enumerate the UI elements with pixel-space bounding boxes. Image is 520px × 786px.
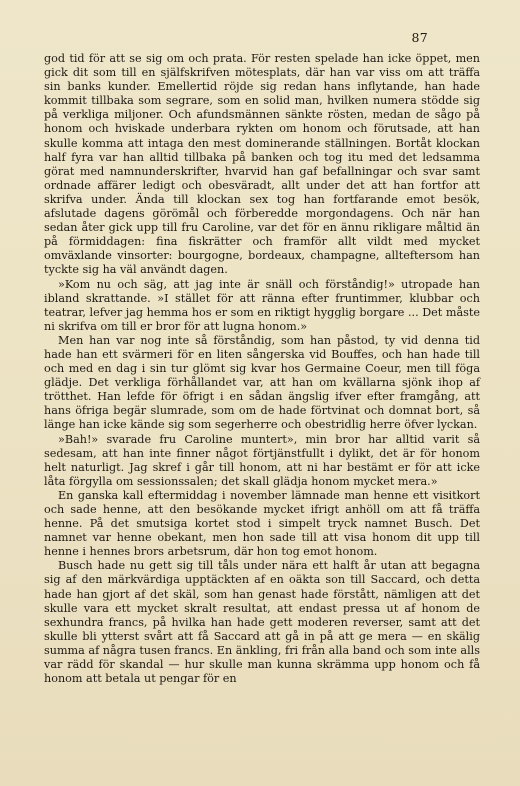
- body-text: [44, 52, 480, 686]
- paragraph: »Bah!» svarade fru Caroline muntert», min bror har alltid varit så sedesam, att han inte finner något förtjänstfullt i dylikt, det är för honom helt naturligt. Jag skref i går till honom, att ni har bestämt er för att icke låta förgylla om sessionssalen; det skall glädja honom mycket mera.»: [44, 432, 480, 488]
- paragraph: »Kom nu och säg, att jag inte är snäll och förståndig!» utropade han ibland skrattande. »I stället för att ränna efter fruntimmer, klubbar och teatrar, lefver jag hemma hos er som en riktigt hygglig borgare ... Det måste ni skrifva om till er bror för att lugna honom.»: [44, 277, 480, 333]
- paragraph: god tid för att se sig om och prata. För resten spelade han icke öppet, men gick dit som till en själfskrifven mötesplats, där han var viss om att träffa sin banks kunder. Emellertid röjde sig redan hans inflytande, han hade kommit tillbaka som segrare, som en solid man, hvilken numera stödde sig på verkliga miljoner. Och afundsmännen sänkte rösten, medan de sågo på honom och hviskade underbara rykten om honom och förutsade, att han skulle komma att intaga den mest dominerande ställningen. Bortåt klockan half fyra var han alltid tillbaka på banken och tog itu med det ledsamma görat med namnunderskrifter, hvarvid han gaf befallningar och svar samt ordnade affärer ledigt och obesväradt, allt under det att han fortfor att skrifva under. Ända till klockan sex tog han fortfarande emot besök, afslutade dagens görömål och förberedde morgondagens. Och när han sedan åter gick upp till fru Caroline, var det för en ännu rikligare måltid än på förmiddagen: fina fiskrätter och framför allt vildt med mycket omväxlande vinsorter: bourgogne, bordeaux, champagne, allteftersom han tyckte sig ha väl användt dagen.: [44, 52, 480, 277]
- paragraph: En ganska kall eftermiddag i november lämnade man henne ett visitkort och sade henne, att den besökande mycket ifrigt anhöll om att få träffa henne. På det smutsiga kortet stod i simpelt tryck namnet Busch. Det namnet var henne obekant, men hon sade till att visa honom dit upp till henne i hennes brors arbetsrum, där hon tog emot honom.: [44, 488, 480, 559]
- page-number: 87: [411, 30, 428, 45]
- paragraph: Men han var nog inte så förståndig, som han påstod, ty vid denna tid hade han ett svärmeri för en liten sångerska vid Bouffes, och han hade till och med en dag i sin tur glömt sig kvar hos Germaine Coeur, men till föga glädje. Det verkliga förhållandet var, att han om kvällarna sjönk ihop af trötthet. Han lefde för öfrigt i en sådan ängslig ifver efter framgång, att hans öfriga begär slumrade, som om de hade förtvinat och domnat bort, så länge han icke kände sig som segerherre och obestridlig herre öfver lyckan.: [44, 333, 480, 432]
- paragraph: Busch hade nu gett sig till tåls under nära ett halft år utan att begagna sig af den märkvärdiga upptäckten af en oäkta son till Saccard, och detta hade han gjort af det skäl, som han genast hade förstått, nämligen att det skulle vara ett mycket skralt resultat, att endast pressa ut af honom de sexhundra francs, på hvilka han hade gett moderen reverser, samt att det skulle bli ytterst svårt att få Saccard att gå in på att ge mera — en skälig summa af några tusen francs. En änkling, fri från alla band och som inte alls var rädd för skandal — hur skulle man kunna skrämma upp honom och få honom att betala ut pengar för en: [44, 559, 480, 686]
